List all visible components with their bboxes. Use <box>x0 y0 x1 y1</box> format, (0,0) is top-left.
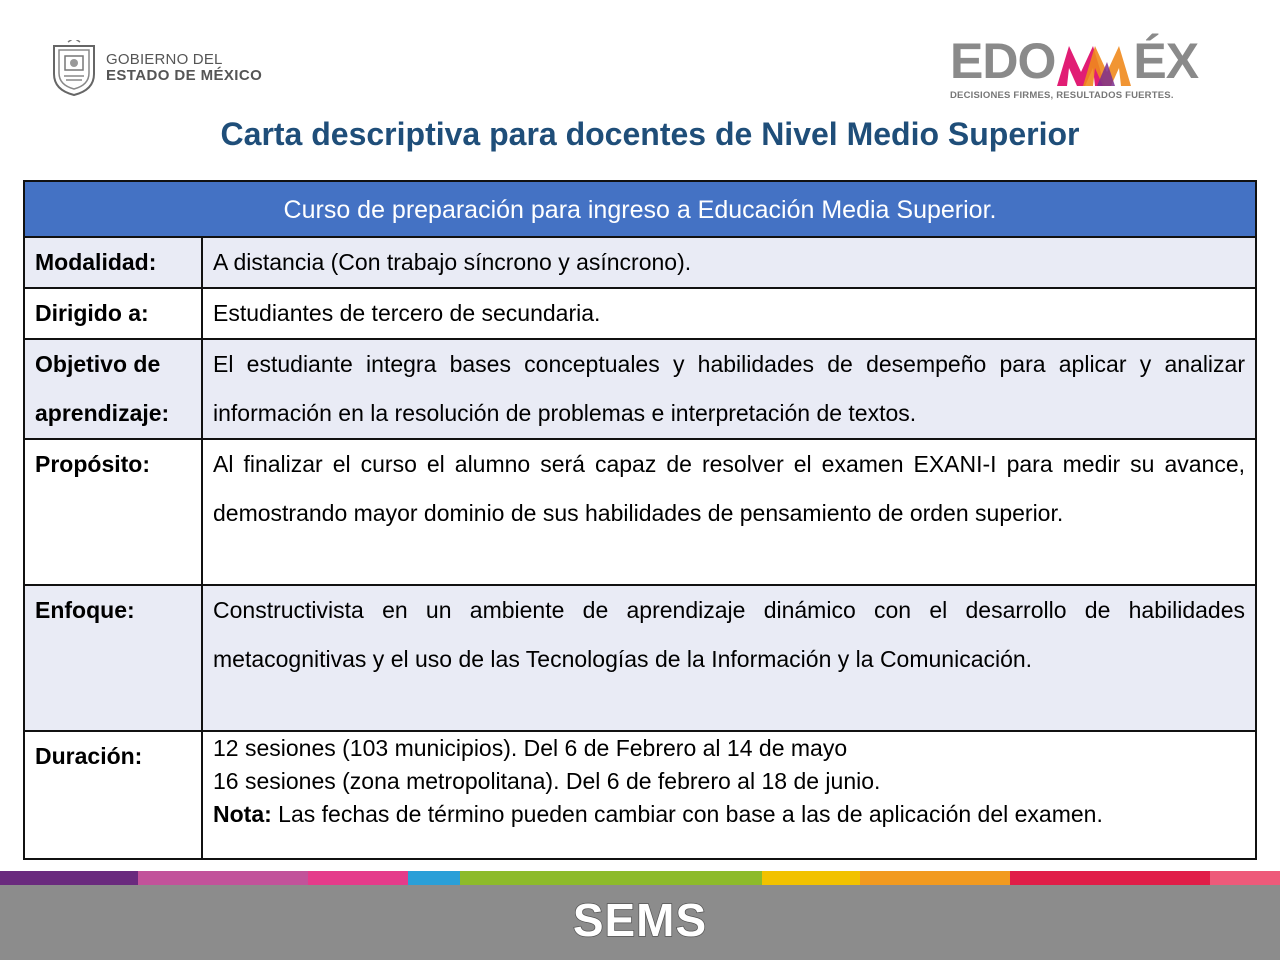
row-value: Constructivista en un ambiente de aprendizaje dinámico con el desarrollo de habilidades metacognitivas y el uso de las Tecnologías de la Información y la Comunicación. <box>202 585 1256 731</box>
duration-line2: 16 sesiones (zona metropolitana). Del 6 de febrero al 18 de junio. <box>213 768 881 794</box>
row-label <box>24 339 202 439</box>
brand-tagline: DECISIONES FIRMES, RESULTADOS FUERTES. <box>950 90 1174 101</box>
duration-line1: 12 sesiones (103 municipios). Del 6 de Febrero al 14 de mayo <box>213 735 848 761</box>
note-text: Las fechas de término pueden cambiar con base a las de aplicación del examen. <box>271 801 1103 827</box>
stripe-segment <box>0 871 138 885</box>
row-value: Al finalizar el curso el alumno será capaz de resolver el examen EXANI-I para medir su avance, demostrando mayor dominio de sus habilidades de pensamiento de orden superior. <box>202 439 1256 585</box>
row-value: El estudiante integra bases conceptuales y habilidades de desempeño para aplicar y analizar información en la resolución de problemas e interpretación de textos. <box>202 339 1256 439</box>
stripe-segment <box>860 871 1010 885</box>
edomex-mm-icon <box>1057 42 1131 86</box>
table-row-enfoque <box>24 585 1256 731</box>
stripe-segment <box>762 871 860 885</box>
brand-suffix: ÉX <box>1133 33 1199 89</box>
gobierno-estado-mexico-logo <box>50 40 262 96</box>
table-row-proposito <box>24 439 1256 585</box>
row-value: Estudiantes de tercero de secundaria. <box>202 288 1256 339</box>
row-value <box>202 731 1256 859</box>
row-label-line2: aprendizaje: <box>35 400 170 426</box>
course-description-table <box>23 180 1257 860</box>
table-row-modalidad <box>24 237 1256 288</box>
row-value: A distancia (Con trabajo síncrono y asíncrono). <box>202 237 1256 288</box>
stripe-segment <box>308 871 408 885</box>
table-heading: Curso de preparación para ingreso a Educación Media Superior. <box>24 181 1256 237</box>
row-label: Enfoque: <box>24 585 202 731</box>
stripe-segment <box>408 871 460 885</box>
row-label: Dirigido a: <box>24 288 202 339</box>
stripe-segment <box>460 871 762 885</box>
row-label: Propósito: <box>24 439 202 585</box>
table-header-row <box>24 181 1256 237</box>
gov-logo-line2: ESTADO DE MÉXICO <box>106 67 263 84</box>
color-stripe <box>0 871 1280 885</box>
sems-label: SEMS <box>572 894 708 946</box>
table-row-objetivo <box>24 339 1256 439</box>
coat-of-arms-icon <box>50 40 98 96</box>
table-row-duracion <box>24 731 1256 859</box>
note-label: Nota: <box>213 801 272 827</box>
duration-note <box>213 798 1245 831</box>
row-label-line1: Objetivo de <box>35 351 161 377</box>
brand-prefix: EDO <box>950 33 1056 89</box>
stripe-segment <box>1010 871 1210 885</box>
stripe-segment <box>1210 871 1280 885</box>
table-row-dirigido <box>24 288 1256 339</box>
row-label: Modalidad: <box>24 237 202 288</box>
stripe-segment <box>138 871 308 885</box>
page-title: Carta descriptiva para docentes de Nivel Medio Superior <box>220 116 1080 152</box>
gov-logo-line1: GOBIERNO DEL <box>106 51 223 69</box>
edomex-logo <box>950 33 1240 101</box>
row-label: Duración: <box>24 731 202 859</box>
